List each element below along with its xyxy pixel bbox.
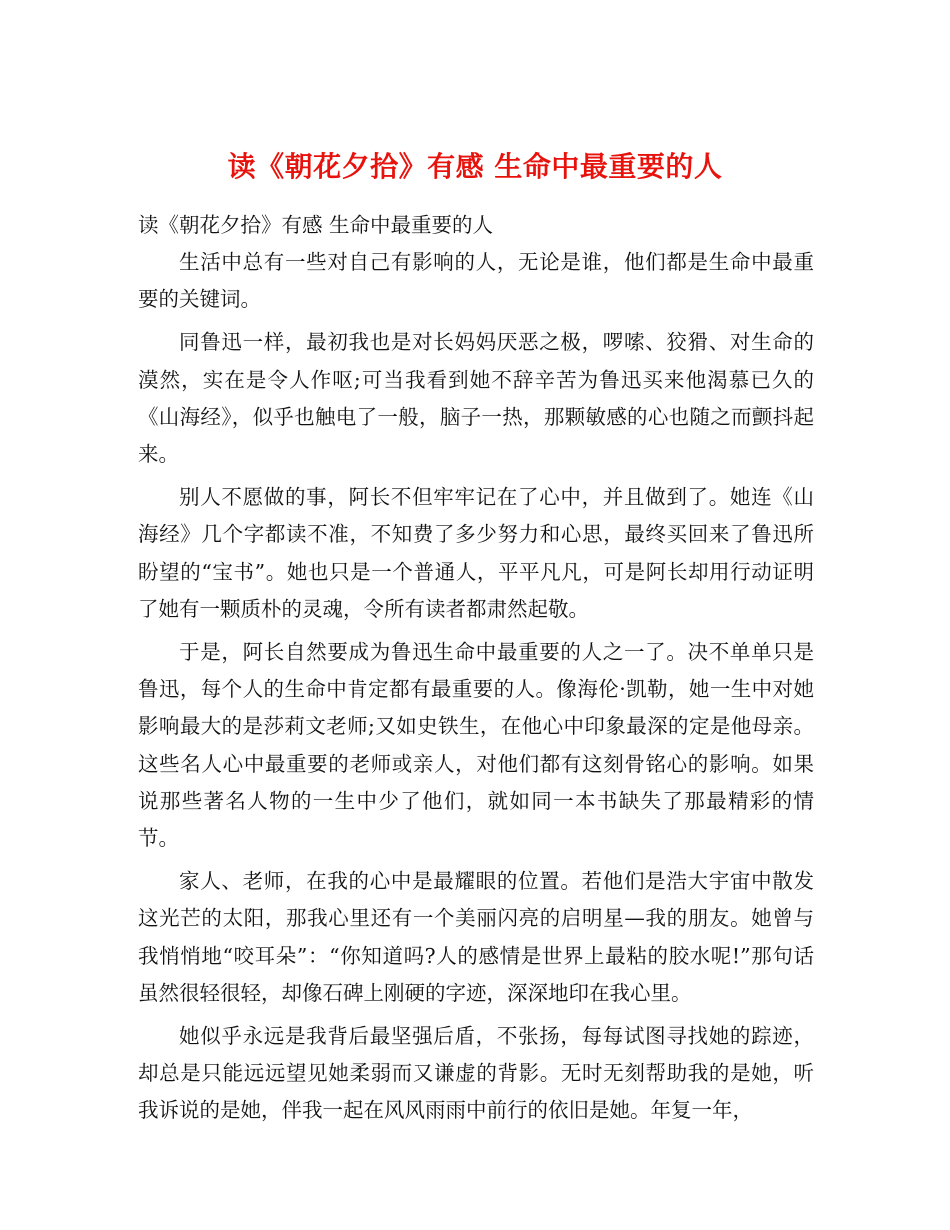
paragraph: 别人不愿做的事，阿长不但牢牢记在了心中，并且做到了。她连《山海经》几个字都读不准，不知费了多少努力和心思，最终买回来了鲁迅所盼望的“宝书”。她也只是一个普通人，平平凡凡，可是阿长却用行动证明了她有一颗质朴的灵魂，令所有读者都肃然起敬。 — [138, 485, 814, 621]
paragraph: 于是，阿长自然要成为鲁迅生命中最重要的人之一了。决不单单只是鲁迅，每个人的生命中肯定都有最重要的人。像海伦·凯勒，她一生中对她影响最大的是莎莉文老师;又如史铁生，在他心中印象最深的定是他母亲。这些名人心中最重要的老师或亲人，对他们都有这刻骨铭心的影响。如果说那些著名人物的一生中少了他们，就如同一本书缺失了那最精彩的情节。 — [138, 640, 814, 851]
paragraph: 生活中总有一些对自己有影响的人，无论是谁，他们都是生命中最重要的关键词。 — [138, 250, 814, 312]
paragraph: 家人、老师，在我的心中是最耀眼的位置。若他们是浩大宇宙中散发这光芒的太阳，那我心里还有一个美丽闪亮的启明星—我的朋友。她曾与我悄悄地“咬耳朵”：“你知道吗?人的感情是世界上最粘的胶水呢!”那句话虽然很轻很轻，却像石碑上刚硬的字迹，深深地印在我心里。 — [138, 869, 814, 1005]
paragraph: 同鲁迅一样，最初我也是对长妈妈厌恶之极，啰嗦、狡猾、对生命的漠然，实在是令人作呕;可当我看到她不辞辛苦为鲁迅买来他渴慕已久的《山海经》，似乎也触电了一般，脑子一热，那颗敏感的心也随之而颤抖起来。 — [138, 330, 814, 467]
document-title: 读《朝花夕拾》有感 生命中最重要的人 — [227, 149, 723, 183]
document-body — [138, 206, 814, 1130]
document-subtitle: 读《朝花夕拾》有感 生命中最重要的人 — [138, 213, 494, 237]
paragraph: 她似乎永远是我背后最坚强后盾，不张扬，每每试图寻找她的踪迹，却总是只能远远望见她柔弱而又谦虚的背影。无时无刻帮助我的是她，听我诉说的是她，伴我一起在风风雨雨中前行的依旧是她。年复一年， — [138, 1024, 814, 1123]
